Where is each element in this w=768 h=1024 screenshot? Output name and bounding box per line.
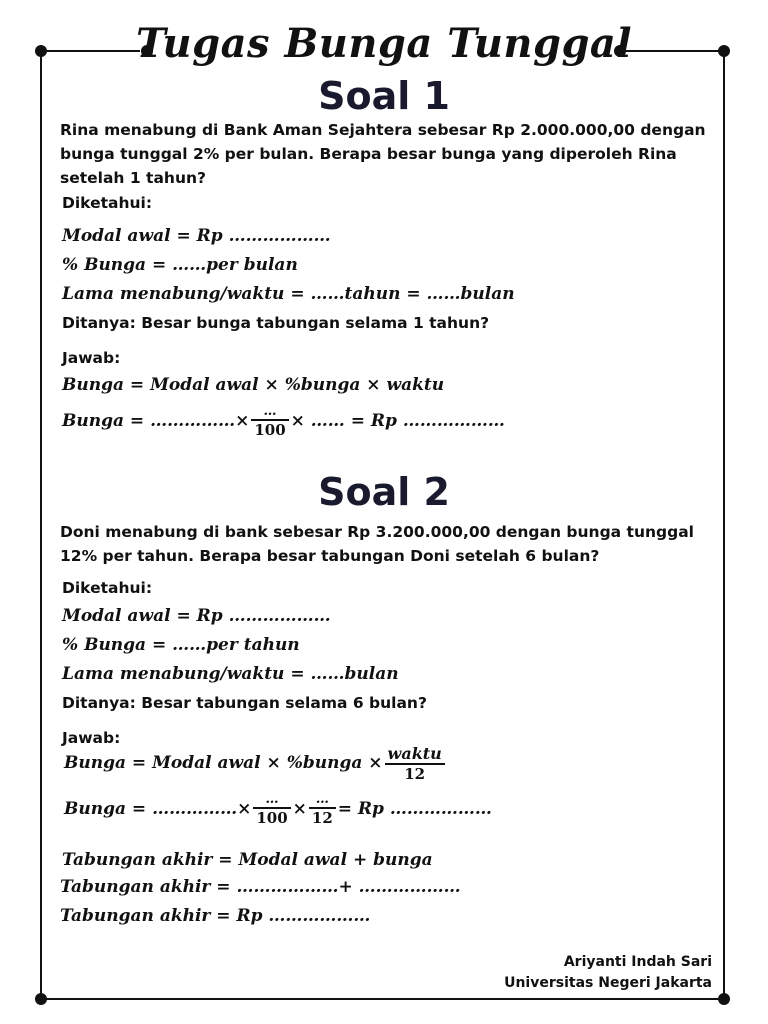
- soal1-modal-line: Modal awal = Rp ………………: [62, 226, 331, 246]
- soal2-formula-fraction: [385, 744, 445, 783]
- soal2-heading: Soal 2: [318, 470, 450, 514]
- soal2-akhir-result: Tabungan akhir = Rp ………………: [60, 906, 371, 926]
- soal2-akhir-formula: Tabungan akhir = Modal awal + bunga: [62, 850, 433, 870]
- frame-dot: [35, 993, 47, 1005]
- frame-left-line: [40, 50, 42, 1000]
- frame-dot: [718, 993, 730, 1005]
- soal2-diketahui-label: Diketahui:: [62, 579, 153, 597]
- soal2-calc-mid: ×: [292, 799, 307, 819]
- soal1-calc-tail: × …… = Rp ………………: [290, 411, 505, 431]
- soal1-ditanya: Ditanya: Besar bunga tabungan selama 1 tahun?: [62, 314, 490, 332]
- soal2-waktu-line: Lama menabung/waktu = ……bulan: [62, 664, 399, 684]
- soal2-fraction-2: [309, 792, 336, 827]
- soal2-modal-line: Modal awal = Rp ………………: [62, 606, 331, 626]
- soal2-jawab-label: Jawab:: [62, 729, 121, 747]
- soal1-frac-num: …: [263, 404, 277, 419]
- soal1-formula: Bunga = Modal awal × %bunga × waktu: [62, 375, 445, 395]
- soal2-calc-tail: = Rp ………………: [337, 799, 492, 819]
- soal2-frac2-num: …: [315, 792, 329, 807]
- soal1-frac-den: 100: [251, 419, 288, 439]
- soal2-fraction-1: [253, 792, 290, 827]
- soal2-calc-lead: Bunga = ……………×: [64, 799, 252, 819]
- soal1-diketahui-label: Diketahui:: [62, 194, 153, 212]
- soal1-bunga-line: % Bunga = ……per bulan: [62, 255, 298, 275]
- page-title: Tugas Bunga Tunggal: [135, 20, 633, 67]
- soal1-calc-lead: Bunga = ……………×: [62, 411, 250, 431]
- frame-bottom-line: [40, 998, 725, 1000]
- soal2-frac1-den: 100: [253, 807, 290, 827]
- soal1-heading: Soal 1: [318, 74, 450, 118]
- soal2-frac1-num: …: [265, 792, 279, 807]
- soal2-akhir-calc: Tabungan akhir = ………………+ ………………: [60, 877, 461, 897]
- soal2-calculation: [64, 792, 492, 827]
- soal2-bunga-line: % Bunga = ……per tahun: [62, 635, 300, 655]
- soal1-jawab-label: Jawab:: [62, 349, 121, 367]
- soal2-formula-num: waktu: [387, 744, 442, 763]
- soal2-ditanya: Ditanya: Besar tabungan selama 6 bulan?: [62, 694, 427, 712]
- soal2-formula-den: 12: [385, 763, 445, 783]
- soal1-waktu-line: Lama menabung/waktu = ……tahun = ……bulan: [62, 284, 515, 304]
- author-institution: Universitas Negeri Jakarta: [504, 975, 712, 991]
- soal2-formula-lead: Bunga = Modal awal × %bunga ×: [64, 753, 383, 773]
- soal1-problem: Rina menabung di Bank Aman Sejahtera sebesar Rp 2.000.000,00 dengan bunga tunggal 2% per bulan. Berapa besar bunga yang diperoleh Rina setelah 1 tahun?: [60, 121, 706, 187]
- author-name: Ariyanti Indah Sari: [563, 954, 712, 970]
- soal1-calculation: [62, 404, 505, 439]
- soal1-fraction: [251, 404, 288, 439]
- soal2-frac2-den: 12: [309, 807, 336, 827]
- soal2-formula: [64, 744, 447, 783]
- soal2-problem: Doni menabung di bank sebesar Rp 3.200.000,00 dengan bunga tunggal 12% per tahun. Berapa besar tabungan Doni setelah 6 bulan?: [60, 523, 694, 565]
- frame-right-line: [723, 50, 725, 1000]
